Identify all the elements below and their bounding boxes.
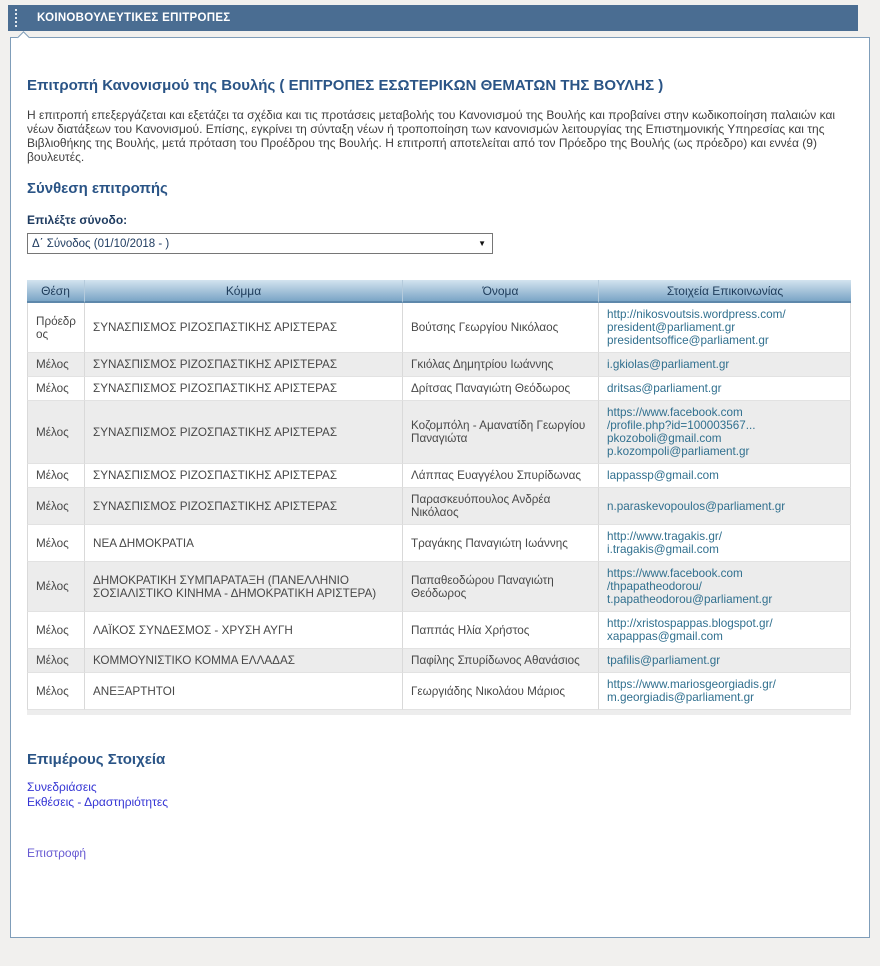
link-reports-activities[interactable]: Εκθέσεις - Δραστηριότητες: [27, 795, 168, 809]
cell-party: ΣΥΝΑΣΠΙΣΜΟΣ ΡΙΖΟΣΠΑΣΤΙΚΗΣ ΑΡΙΣΤΕΡΑΣ: [85, 353, 403, 377]
column-header: Θέση: [27, 280, 85, 303]
contact-link[interactable]: xapappas@gmail.com: [607, 630, 723, 643]
cell-contacts: [599, 464, 851, 488]
cell-party: ΣΥΝΑΣΠΙΣΜΟΣ ΡΙΖΟΣΠΑΣΤΙΚΗΣ ΑΡΙΣΤΕΡΑΣ: [85, 303, 403, 353]
session-select-label: Επιλέξτε σύνοδο:: [27, 213, 128, 227]
cell-position: Μέλος: [27, 649, 85, 673]
composition-heading: Σύνθεση επιτροπής: [27, 180, 168, 197]
contact-link[interactable]: n.paraskevopoulos@parliament.gr: [607, 499, 786, 513]
contact-link[interactable]: i.gkiolas@parliament.gr: [607, 358, 730, 371]
cell-contacts: [599, 488, 851, 525]
contact-link[interactable]: http://nikosvoutsis.wordpress.com/: [607, 308, 786, 321]
cell-position: Μέλος: [27, 612, 85, 649]
cell-position: Μέλος: [27, 673, 85, 710]
cell-name: Παππάς Ηλία Χρήστος: [403, 612, 599, 649]
contact-link[interactable]: http://www.tragakis.gr/: [607, 530, 722, 543]
cell-position: Μέλος: [27, 353, 85, 377]
cell-name: Τραγάκης Παναγιώτη Ιωάννης: [403, 525, 599, 562]
content-panel: [10, 37, 870, 938]
cell-contacts: [599, 525, 851, 562]
table-row: [27, 488, 851, 525]
contact-link[interactable]: t.papatheodorou@parliament.gr: [607, 593, 773, 606]
table-row: [27, 649, 851, 673]
cell-position: Πρόεδρος: [27, 303, 85, 353]
session-select-value: Δ΄ Σύνοδος (01/10/2018 - ): [32, 237, 170, 250]
column-header: Όνομα: [403, 280, 599, 303]
contact-link[interactable]: m.georgiadis@parliament.gr: [607, 691, 754, 704]
cell-position: Μέλος: [27, 464, 85, 488]
cell-party: ΣΥΝΑΣΠΙΣΜΟΣ ΡΙΖΟΣΠΑΣΤΙΚΗΣ ΑΡΙΣΤΕΡΑΣ: [85, 488, 403, 525]
cell-name: Παφίλης Σπυρίδωνος Αθανάσιος: [403, 649, 599, 673]
cell-party: ΣΥΝΑΣΠΙΣΜΟΣ ΡΙΖΟΣΠΑΣΤΙΚΗΣ ΑΡΙΣΤΕΡΑΣ: [85, 401, 403, 464]
table-row: [27, 673, 851, 710]
page-title: Επιτροπή Κανονισμού της Βουλής ( ΕΠΙΤΡΟΠΕΣ ΕΣΩΤΕΡΙΚΩΝ ΘΕΜΑΤΩΝ ΤΗΣ ΒΟΥΛΗΣ ): [27, 77, 664, 94]
table-row: [27, 464, 851, 488]
cell-contacts: [599, 401, 851, 464]
details-heading: Επιμέρους Στοιχεία: [27, 751, 166, 768]
cell-position: Μέλος: [27, 377, 85, 401]
cell-name: Γεωργιάδης Νικολάου Μάριος: [403, 673, 599, 710]
link-sessions[interactable]: Συνεδριάσεις: [27, 780, 97, 794]
column-header: Κόμμα: [85, 280, 403, 303]
contact-link[interactable]: president@parliament.gr: [607, 321, 736, 334]
contact-link[interactable]: presidentsoffice@parliament.gr: [607, 334, 769, 347]
back-link[interactable]: Επιστροφή: [27, 846, 87, 860]
contact-link[interactable]: /profile.php?id=100003567...: [607, 419, 756, 432]
chevron-down-icon: ▼: [478, 238, 486, 248]
cell-name: Γκιόλας Δημητρίου Ιωάννης: [403, 353, 599, 377]
contact-link[interactable]: /thpapatheodorou/: [607, 580, 702, 593]
contact-link[interactable]: https://www.facebook.com: [607, 567, 743, 580]
cell-position: Μέλος: [27, 562, 85, 612]
cell-name: Δρίτσας Παναγιώτη Θεόδωρος: [403, 377, 599, 401]
table-row: [27, 562, 851, 612]
cell-name: Βούτσης Γεωργίου Νικόλαος: [403, 303, 599, 353]
cell-party: ΔΗΜΟΚΡΑΤΙΚΗ ΣΥΜΠΑΡΑΤΑΞΗ (ΠΑΝΕΛΛΗΝΙΟ ΣΟΣΙΑΛΙΣΤΙΚΟ ΚΙΝΗΜΑ - ΔΗΜΟΚΡΑΤΙΚΗ ΑΡΙΣΤΕΡΑ): [85, 562, 403, 612]
table-footer-strip: [27, 710, 851, 715]
session-select[interactable]: [27, 233, 493, 254]
column-header: Στοιχεία Επικοινωνίας: [599, 280, 851, 303]
contact-link[interactable]: http://xristospappas.blogspot.gr/: [607, 617, 773, 630]
committee-description: Η επιτροπή επεξεργάζεται και εξετάζει τα σχέδια και τις προτάσεις μεταβολής του Κανονισμού της Βουλής και προβαίνει στην κωδικοποίηση παλαιών και νέων διατάξεων του Κανονισμού. Επίσης, εγκρίνει τη σύνταξη νέων ή τροποποίηση των κανονισμών λειτουργίας της Επιστημονικής Υπηρεσίας και της Βιβλιοθήκης της Βουλής, μετά πρόταση του Προέδρου της Βουλής. Η επιτροπή αποτελείται από τον Πρόεδρο της Βουλής (ως πρόεδρο) και εννέα (9) βουλευτές.: [27, 108, 836, 164]
table-row: [27, 377, 851, 401]
contact-link[interactable]: p.kozompoli@parliament.gr: [607, 445, 750, 458]
contact-link[interactable]: i.tragakis@gmail.com: [607, 543, 719, 556]
cell-contacts: [599, 562, 851, 612]
details-links: [27, 780, 852, 810]
table-row: [27, 401, 851, 464]
cell-contacts: [599, 612, 851, 649]
cell-party: ΑΝΕΞΑΡΤΗΤΟΙ: [85, 673, 403, 710]
cell-contacts: [599, 673, 851, 710]
cell-contacts: [599, 377, 851, 401]
committee-members-table: [27, 280, 851, 710]
contact-link[interactable]: https://www.facebook.com: [607, 406, 743, 419]
table-row: [27, 303, 851, 353]
contact-link[interactable]: tpafilis@parliament.gr: [607, 654, 721, 667]
contact-link[interactable]: dritsas@parliament.gr: [607, 382, 722, 395]
cell-name: Παρασκευόπουλος Ανδρέα Νικόλαος: [403, 488, 599, 525]
dotted-divider-icon: [15, 9, 17, 27]
contact-link[interactable]: lappassp@gmail.com: [607, 469, 719, 482]
table-row: [27, 525, 851, 562]
cell-party: ΣΥΝΑΣΠΙΣΜΟΣ ΡΙΖΟΣΠΑΣΤΙΚΗΣ ΑΡΙΣΤΕΡΑΣ: [85, 377, 403, 401]
cell-contacts: [599, 649, 851, 673]
callout-pointer-icon: [17, 31, 30, 44]
cell-party: ΚΟΜΜΟΥΝΙΣΤΙΚΟ ΚΟΜΜΑ ΕΛΛΑΔΑΣ: [85, 649, 403, 673]
section-header-bar: [8, 5, 858, 31]
cell-name: Λάππας Ευαγγέλου Σπυρίδωνας: [403, 464, 599, 488]
cell-party: ΣΥΝΑΣΠΙΣΜΟΣ ΡΙΖΟΣΠΑΣΤΙΚΗΣ ΑΡΙΣΤΕΡΑΣ: [85, 464, 403, 488]
cell-position: Μέλος: [27, 488, 85, 525]
cell-contacts: [599, 353, 851, 377]
cell-position: Μέλος: [27, 525, 85, 562]
contact-link[interactable]: https://www.mariosgeorgiadis.gr/: [607, 678, 776, 691]
cell-position: Μέλος: [27, 401, 85, 464]
cell-name: Κοζομπόλη - Αμανατίδη Γεωργίου Παναγιώτα: [403, 401, 599, 464]
committee-table-header-row: [27, 280, 851, 303]
committee-table-body: [27, 303, 851, 710]
cell-contacts: [599, 303, 851, 353]
contact-link[interactable]: pkozoboli@gmail.com: [607, 432, 722, 445]
cell-name: Παπαθεοδώρου Παναγιώτη Θεόδωρος: [403, 562, 599, 612]
section-header-title: ΚΟΙΝΟΒΟΥΛΕΥΤΙΚΕΣ ΕΠΙΤΡΟΠΕΣ: [37, 12, 231, 24]
cell-party: ΝΕΑ ΔΗΜΟΚΡΑΤΙΑ: [85, 525, 403, 562]
table-row: [27, 612, 851, 649]
cell-party: ΛΑΪΚΟΣ ΣΥΝΔΕΣΜΟΣ - ΧΡΥΣΗ ΑΥΓΗ: [85, 612, 403, 649]
table-row: [27, 353, 851, 377]
